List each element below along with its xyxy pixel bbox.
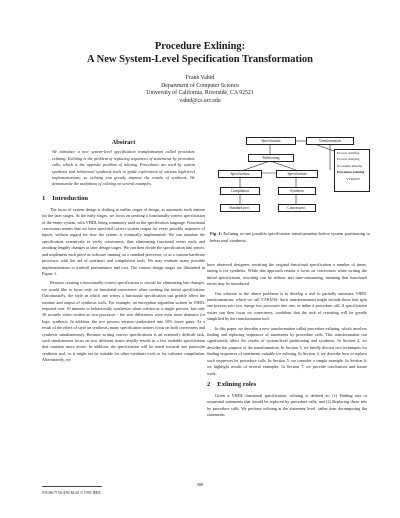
author-name: Frank Vahid (185, 75, 215, 81)
list-item: Procedure exlining (337, 170, 365, 175)
box-transformation-top: Transformation (306, 137, 354, 145)
list-item: Process merging (337, 157, 360, 162)
section-number: 1 (42, 194, 46, 202)
author-univ: University of California, Riverside, CA 92521 (146, 90, 254, 97)
section-title: Exlining roles (217, 380, 257, 388)
intro-paragraph-1: The focus of system design is shifting to earlier stages of design, as automatic tools mature for the later stages. At the early stages, we focus on creating a functionally-correct specification of the entire system, with VHDL being commonly used as the specification language. Functional correctness means that we have specified correct system output for every possible sequence of inputs, without regard for how the system is eventually implemented. We can simulate the specification extensively to verify correctness, thus eliminating functional errors early and avoiding lengthy changes at later design stages. We can then divide the specification into pieces, and implement each piece as software running on a standard processor, or as a custom-hardware processor, with the aid of synthesis and compilation tools. We may evaluate many possible implementations to tradeoff performance and cost. The various design stages are illustrated in Figure 1. (42, 206, 205, 276)
caption-text: Exlining as one possible specification transformation before system partitioning or behavioral synthesis. (210, 231, 370, 243)
box-compilation: Compilation (220, 187, 260, 195)
figure-1 (210, 137, 370, 223)
paper-title (0, 40, 400, 66)
figure-caption (210, 231, 370, 244)
intro-paragraph-2: Because creating a functionally-correct specification is crucial for eliminating late changes, we would like to focus only on functional-correctness when creating the initial specification. Unfortunately, the style in which one writes a functional specification can greatly affect the runtime and output of synthesis tools. For example, an encryption algorithm written in VHDL required over 10 minutes to behaviorally synthesize when written as a single process, but only 30 seconds when written as two processes - the size differences were even more dramatic for logic synthesis. In addition, the two process version synthesized into 10% fewer gates. As a result of the effect of style on synthesis, many specification writers focus on both correctness and synthesis simultaneously. Because writing correct specifications is an extremely difficult task, such simultaneous focus on two different issues usually results in a less readable specification that contains more errors. In addition, the specification will be tuned towards one particular synthesis tool, so it might not be suitable for other synthesis tools or for software compilation. Alternatively, we (42, 280, 205, 363)
footnote-divider (42, 486, 102, 487)
page-number: 508 (196, 482, 204, 487)
abstract-heading: Abstract (111, 139, 136, 146)
list-item: Process splitting (337, 151, 360, 155)
right-column (207, 262, 367, 422)
title-line-2: A New System-Level Specification Transformation (87, 54, 313, 65)
section-title: Introduction (52, 194, 89, 202)
left-column (42, 140, 205, 367)
box-transformation-mid (318, 170, 332, 176)
box-specification-right: Specification (276, 170, 318, 178)
section-number: 2 (207, 380, 211, 388)
box-specification-left: Specification (218, 170, 262, 178)
caption-label: Fig. 1: (210, 231, 223, 236)
copyright-notice: 0-8186-7156-4/95 $4.00 © 1995 IEEE (42, 491, 101, 495)
right-paragraph-3: In this paper, we describe a new transformation called procedure exlining, which involves finding and replacing sequences of statements by procedure calls. This transformation can significantly affect the results of system-level partitioning and synthesis. In Section 2, we describe the purpose of the transformation. In Section 3, we briefly discuss two techniques for finding sequences of statements suitable for exlining. In Section 4, we describe how to replace such sequences by procedure calls. In Section 5, we consider a simple example. In Section 6, we highlight results of several examples. In Section 7, we provide conclusions and future work. (207, 325, 367, 376)
box-standard-proc: Standard proc. (220, 204, 260, 212)
box-synthesis: Synthesis (278, 187, 316, 195)
right-paragraph-2: Our solution to the above problems is to develop a tool to partially automate VHDL transformations, which we call VTRANS. Such transformations might include those that split one process into two, merge two processes into one, or inline a procedure call. A specification writer can then focus on correctness, confident that the task of rewriting will be greatly simplified by the transformation tool. (207, 290, 367, 322)
exlining-paragraph-1: Given a VHDL functional specification, exlining is defined as: (1) Finding sets of sequential statements that should be replaced by procedure calls, and (2) Replacing those sets by procedure calls. We perform exlining at the statement level, rather than decomposing the statements (207, 392, 367, 418)
transformation-list (334, 149, 370, 192)
right-paragraph-1: have observed designers rewriting the original functional specification a number of times, tuning it for synthesis. While this approach retains a focus on correctness when writing the initial specification, rewriting can be tedious and time-consuming, meaning that functional errors may be introduced. (207, 262, 367, 287)
list-item: VTRANS (346, 176, 360, 181)
box-custom-proc: Custom proc. (278, 204, 316, 212)
title-line-1: Procedure Exlining: (154, 41, 246, 52)
section-heading-introduction (42, 195, 205, 203)
author-dept: Department of Computer Science (161, 82, 239, 89)
box-partitioning: Partitioning (248, 154, 294, 162)
abstract-text: We introduce a new system-level specification transformation called procedure exlining. Exlining is the problem of replacing sequences of statements by procedure calls, which is the opposite problem of inlining. Procedures are used by system synthesis and behavioral synthesis tools to guide exploration of various high-level implementations; so exlining can greatly improve the results of synthesis. We demonstrate the usefulness of exlining on several examples. (52, 149, 195, 187)
section-heading-exlining-roles (207, 381, 367, 389)
list-item: Procedure inlining (337, 163, 363, 168)
author-block (0, 75, 400, 105)
author-email: vahid@cs.ucr.edu (179, 97, 221, 104)
box-specification-top: Specification (246, 137, 296, 145)
